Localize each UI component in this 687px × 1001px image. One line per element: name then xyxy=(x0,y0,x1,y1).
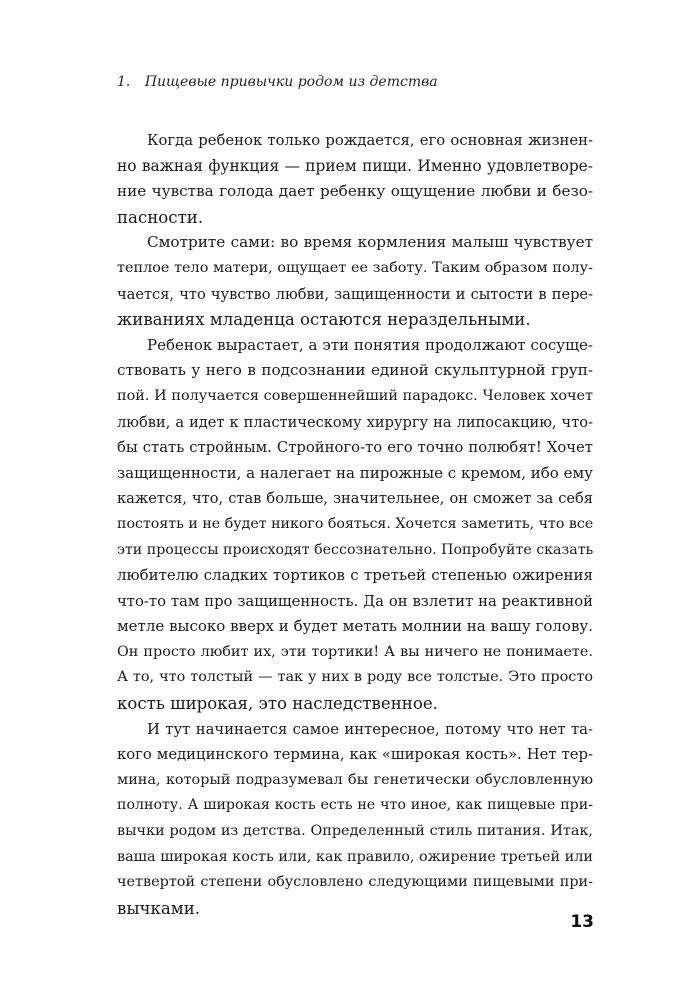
page-number: 13 xyxy=(570,912,594,932)
text-line: Когда ребенок только рождается, его основная жизнен- xyxy=(147,132,593,149)
text-line: пой. И получается совершеннейший парадокс. Человек хочет xyxy=(117,387,593,404)
paragraph xyxy=(117,717,593,922)
text-line: любителю сладких тортиков с третьей степенью ожирения xyxy=(117,566,593,585)
text-line: Он просто любит их, эти тортики! А вы ничего не понимаете. xyxy=(117,643,593,660)
chapter-number: 1. xyxy=(117,74,131,90)
text-line: защищенности, а налегает на пирожные с кремом, ибо ему xyxy=(117,463,593,482)
text-line: И тут начинается самое интересное, потому что нет та- xyxy=(147,720,593,738)
text-line: живаниях младенца остаются нераздельными. xyxy=(117,310,531,330)
text-line: Смотрите сами: во время кормления малыш чувствует xyxy=(147,233,593,252)
text-line: ние чувства голода дает ребенку ощущение любви и безо- xyxy=(117,182,593,201)
text-line: Ребенок вырастает, а эти понятия продолжают сосуще- xyxy=(147,335,593,354)
text-line: кажется, что, став больше, значительнее, он сможет за себя xyxy=(117,490,593,508)
text-line: А то, что толстый — так у них в роду все толстые. Это просто xyxy=(117,669,593,686)
paragraph xyxy=(117,230,593,332)
paragraph xyxy=(117,333,593,717)
chapter-title: Пищевые привычки родом из детства xyxy=(144,74,438,90)
text-line: мина, который подразумевал бы генетически обусловленную xyxy=(117,771,593,788)
text-line: любви, а идет к пластическому хирургу на липосакцию, что- xyxy=(117,413,593,431)
text-line: теплое тело матери, ощущает ее заботу. Таким образом полу- xyxy=(117,259,593,276)
text-line: полноту. А широкая кость есть не что иное, как пищевые при- xyxy=(117,797,593,814)
text-line: ваша широкая кость или, как правило, ожирение третьей или xyxy=(117,848,594,865)
text-line: чается, что чувство любви, защищенности и сытости в пере- xyxy=(117,285,593,303)
text-line: кость широкая, это наследственное. xyxy=(117,694,438,714)
text-line: вычки родом из детства. Определенный стиль питания. Итак, xyxy=(117,823,593,840)
text-line: пасности. xyxy=(117,207,204,227)
text-line: кого медицинского термина, как «широкая кость». Нет тер- xyxy=(117,746,593,764)
text-line: постоять и не будет никого бояться. Хочется заметить, что все xyxy=(117,515,594,532)
text-line: вычками. xyxy=(117,898,201,918)
body-text xyxy=(117,128,593,921)
paragraph xyxy=(117,128,593,230)
text-line: четвертой степени обусловлено следующими пищевыми при- xyxy=(117,874,593,891)
text-line: что-то там про защищенность. Да он взлетит на реактивной xyxy=(117,592,593,610)
text-line: эти процессы происходят бессознательно. Попробуйте сказать xyxy=(117,541,594,558)
text-line: метле высоко вверх и будет метать молнии на вашу голову. xyxy=(117,617,593,636)
text-line: но важная функция — прием пищи. Именно удовлетворе- xyxy=(117,156,593,175)
text-line: бы стать стройным. Стройного-то его точно полюбят! Хочет xyxy=(117,439,593,457)
text-line: ствовать у него в подсознании единой скульптурной груп- xyxy=(117,361,593,380)
running-head xyxy=(117,74,438,90)
